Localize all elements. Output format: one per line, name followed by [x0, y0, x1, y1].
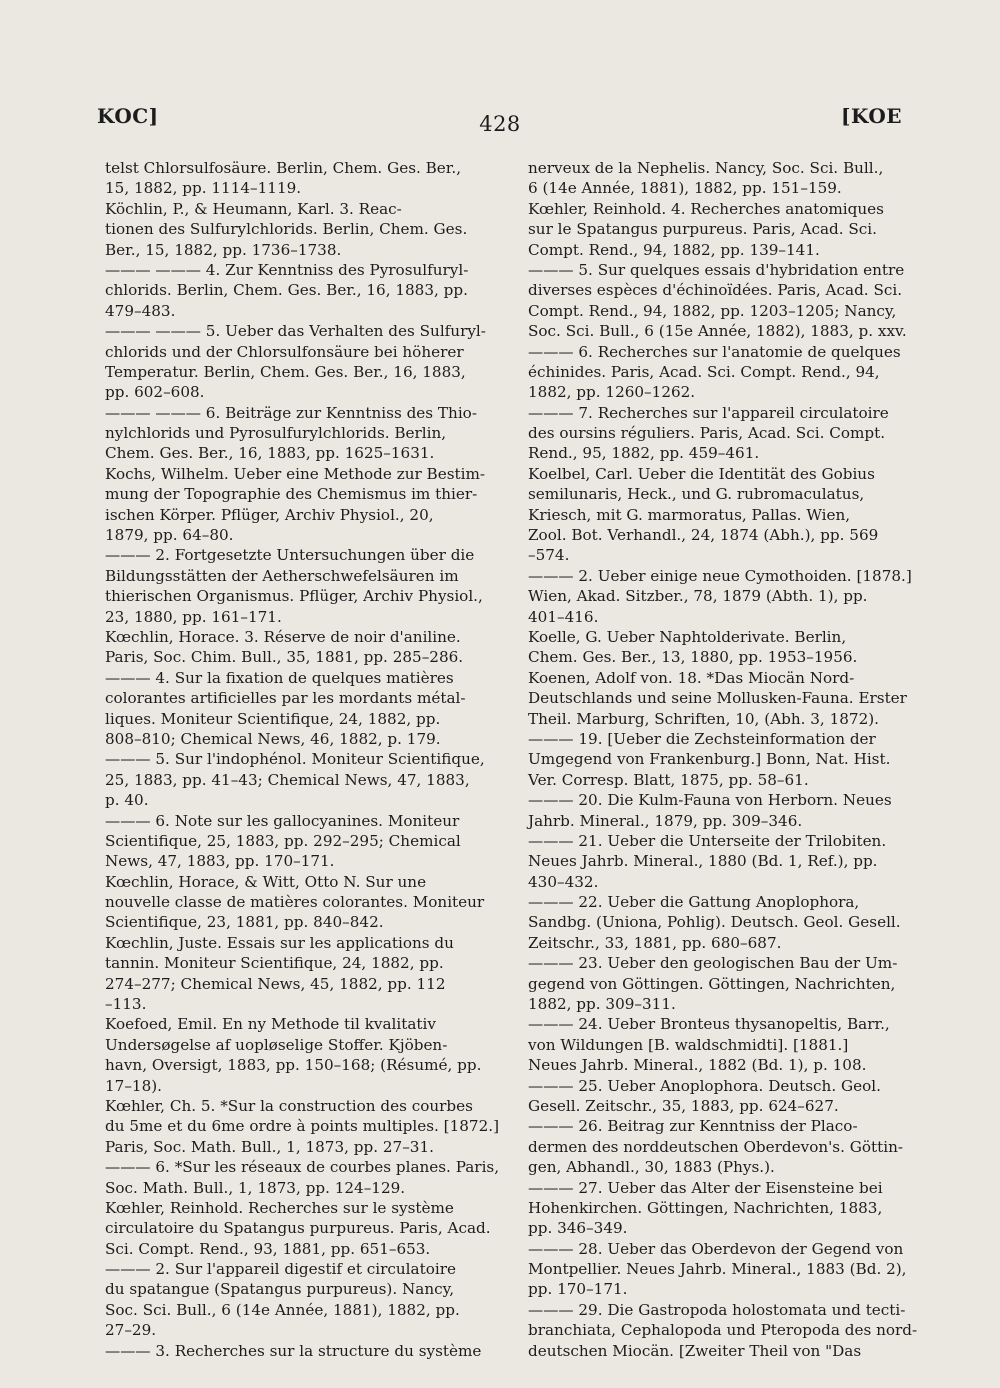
text-line: du spatangue (Spatangus purpureus). Nancy,: [105, 1280, 455, 1299]
text-line: Neues Jahrb. Mineral., 1882 (Bd. 1), p. 108.: [528, 1056, 867, 1075]
text-line: ——— 20. Die Kulm-Fauna von Herborn. Neues: [528, 791, 892, 810]
text-line: Neues Jahrb. Mineral., 1880 (Bd. 1, Ref.), pp.: [528, 852, 878, 871]
text-line: 401–416.: [528, 607, 599, 626]
text-line: Zeitschr., 33, 1881, pp. 680–687.: [528, 933, 782, 952]
text-line: Kœchlin, Horace, & Witt, Otto N. Sur une: [105, 872, 427, 891]
text-line: von Wildungen [B. waldschmidti]. [1881.]: [528, 1035, 849, 1054]
text-line: Kœhler, Reinhold. 4. Recherches anatomiques: [528, 199, 884, 218]
text-line: 808–810; Chemical News, 46, 1882, p. 179.: [105, 729, 441, 748]
text-line: 1882, pp. 309–311.: [528, 995, 676, 1014]
text-line: Rend., 95, 1882, pp. 459–461.: [528, 444, 760, 463]
running-header-right: [KOE: [841, 104, 902, 128]
text-line: Scientifique, 25, 1883, pp. 292–295; Chemical: [105, 831, 461, 850]
text-line: échinides. Paris, Acad. Sci. Compt. Rend., 94,: [528, 362, 880, 381]
text-line: 430–432.: [528, 872, 599, 891]
text-line: ——— ——— 4. Zur Kenntniss des Pyrosulfuryl-: [105, 260, 469, 279]
text-line: Bildungsstätten der Aetherschwefelsäuren im: [105, 566, 459, 585]
text-line: 274–277; Chemical News, 45, 1882, pp. 112: [105, 974, 446, 993]
text-line: Compt. Rend., 94, 1882, pp. 1203–1205; Nancy,: [528, 301, 897, 320]
page-number: 428: [479, 112, 521, 136]
text-line: Koelbel, Carl. Ueber die Identität des Gobius: [528, 464, 875, 483]
text-line: havn, Oversigt, 1883, pp. 150–168; (Résumé, pp.: [105, 1056, 482, 1075]
text-line: Gesell. Zeitschr., 35, 1883, pp. 624–627.: [528, 1096, 839, 1115]
text-line: Kochs, Wilhelm. Ueber eine Methode zur Bestim-: [105, 464, 485, 483]
text-line: Ber., 15, 1882, pp. 1736–1738.: [105, 240, 342, 259]
text-line: nouvelle classe de matières colorantes. Moniteur: [105, 893, 485, 912]
text-line: 25, 1883, pp. 41–43; Chemical News, 47, 1883,: [105, 770, 470, 789]
text-line: ——— 2. Fortgesetzte Untersuchungen über die: [105, 546, 475, 565]
text-line: ——— 7. Recherches sur l'appareil circulatoire: [528, 403, 889, 422]
text-line: Sci. Compt. Rend., 93, 1881, pp. 651–653.: [105, 1239, 431, 1258]
text-line: Wien, Akad. Sitzber., 78, 1879 (Abth. 1), pp.: [528, 587, 868, 606]
text-line: ——— 21. Ueber die Unterseite der Trilobiten.: [528, 831, 887, 850]
text-line: Soc. Sci. Bull., 6 (14e Année, 1881), 1882, pp.: [105, 1300, 460, 1319]
text-line: Kœhler, Reinhold. Recherches sur le système: [105, 1198, 454, 1217]
text-line: gen, Abhandl., 30, 1883 (Phys.).: [528, 1158, 775, 1177]
text-line: circulatoire du Spatangus purpureus. Paris, Acad.: [105, 1219, 491, 1238]
text-line: colorantes artificielles par les mordants métal-: [105, 689, 466, 708]
text-line: Soc. Math. Bull., 1, 1873, pp. 124–129.: [105, 1178, 406, 1197]
text-line: tannin. Moniteur Scientifique, 24, 1882, pp.: [105, 954, 444, 973]
text-line: Scientifique, 23, 1881, pp. 840–842.: [105, 913, 384, 932]
text-line: Chem. Ges. Ber., 16, 1883, pp. 1625–1631.: [105, 444, 435, 463]
text-line: Köchlin, P., & Heumann, Karl. 3. Reac-: [105, 199, 402, 218]
text-line: liques. Moniteur Scientifique, 24, 1882, pp.: [105, 709, 441, 728]
text-line: pp. 602–608.: [105, 383, 205, 402]
text-line: ischen Körper. Pflüger, Archiv Physiol., 20,: [105, 505, 434, 524]
right-column: [528, 158, 920, 1361]
text-line: dermen des norddeutschen Oberdevon's. Göttin-: [528, 1137, 903, 1156]
text-line: Compt. Rend., 94, 1882, pp. 139–141.: [528, 240, 820, 259]
text-line: nerveux de la Nephelis. Nancy, Soc. Sci. Bull.,: [528, 159, 884, 177]
text-line: chlorids. Berlin, Chem. Ges. Ber., 16, 1883, pp.: [105, 281, 468, 300]
text-line: ——— 5. Sur l'indophénol. Moniteur Scientifique,: [105, 750, 485, 769]
text-line: Paris, Soc. Chim. Bull., 35, 1881, pp. 285–286.: [105, 648, 464, 667]
text-line: Theil. Marburg, Schriften, 10, (Abh. 3, 1872).: [528, 709, 879, 728]
text-line: telst Chlorsulfosäure. Berlin, Chem. Ges. Ber.,: [105, 159, 462, 177]
text-line: Chem. Ges. Ber., 13, 1880, pp. 1953–1956.: [528, 648, 858, 667]
text-line: deutschen Miocän. [Zweiter Theil von "Das: [528, 1341, 862, 1360]
text-line: gegend von Göttingen. Göttingen, Nachrichten,: [528, 974, 896, 993]
text-line: News, 47, 1883, pp. 170–171.: [105, 852, 335, 871]
text-line: du 5me et du 6me ordre à points multiples. [1872.]: [105, 1117, 499, 1136]
text-line: ——— 28. Ueber das Oberdevon der Gegend von: [528, 1239, 904, 1258]
text-line: 27–29.: [105, 1321, 157, 1340]
text-line: Hohenkirchen. Göttingen, Nachrichten, 1883,: [528, 1198, 883, 1217]
text-line: tionen des Sulfurylchlorids. Berlin, Chem. Ges.: [105, 220, 468, 239]
text-line: Paris, Soc. Math. Bull., 1, 1873, pp. 27–31.: [105, 1137, 434, 1156]
text-line: 479–483.: [105, 301, 176, 320]
text-line: ——— 23. Ueber den geologischen Bau der Um-: [528, 954, 898, 973]
text-line: ——— 4. Sur la fixation de quelques matières: [105, 668, 454, 687]
text-line: –113.: [105, 995, 147, 1014]
text-line: 15, 1882, pp. 1114–1119.: [105, 179, 302, 198]
text-line: 6 (14e Année, 1881), 1882, pp. 151–159.: [528, 179, 842, 198]
text-line: nylchlorids und Pyrosulfurylchlorids. Berlin,: [105, 424, 447, 443]
text-line: ——— 27. Ueber das Alter der Eisensteine bei: [528, 1178, 883, 1197]
text-line: des oursins réguliers. Paris, Acad. Sci. Compt.: [528, 424, 886, 443]
text-line: ——— 22. Ueber die Gattung Anoplophora,: [528, 893, 860, 912]
text-line: ——— 29. Die Gastropoda holostomata und tecti-: [528, 1300, 906, 1319]
text-line: Temperatur. Berlin, Chem. Ges. Ber., 16, 1883,: [105, 362, 466, 381]
text-line: Jahrb. Mineral., 1879, pp. 309–346.: [528, 811, 803, 830]
text-line: Koelle, G. Ueber Naphtolderivate. Berlin,: [528, 627, 847, 646]
text-line: Ver. Corresp. Blatt, 1875, pp. 58–61.: [528, 770, 809, 789]
text-line: chlorids und der Chlorsulfonsäure bei höherer: [105, 342, 464, 361]
text-line: ——— 25. Ueber Anoplophora. Deutsch. Geol.: [528, 1076, 881, 1095]
text-line: p. 40.: [105, 791, 149, 810]
text-line: ——— 2. Sur l'appareil digestif et circulatoire: [105, 1260, 456, 1279]
text-line: 1882, pp. 1260–1262.: [528, 383, 696, 402]
text-line: ——— 19. [Ueber die Zechsteinformation der: [528, 729, 876, 748]
text-line: pp. 170–171.: [528, 1280, 628, 1299]
text-line: branchiata, Cephalopoda und Pteropoda des nord-: [528, 1321, 918, 1340]
left-column: [105, 158, 500, 1361]
text-line: ——— 6. Note sur les gallocyanines. Moniteur: [105, 811, 460, 830]
text-line: Zool. Bot. Verhandl., 24, 1874 (Abh.), pp. 569: [528, 526, 879, 545]
text-line: Umgegend von Frankenburg.] Bonn, Nat. Hist.: [528, 750, 891, 769]
text-line: ——— 2. Ueber einige neue Cymothoiden. [1878.]: [528, 566, 912, 585]
running-header-left: KOC]: [97, 104, 159, 128]
text-line: Koenen, Adolf von. 18. *Das Miocän Nord-: [528, 668, 855, 687]
text-line: ——— 5. Sur quelques essais d'hybridation entre: [528, 260, 905, 279]
text-line: Soc. Sci. Bull., 6 (15e Année, 1882), 1883, p. xxv.: [528, 322, 907, 341]
text-line: 17–18).: [105, 1076, 162, 1095]
text-line: Kœchlin, Horace. 3. Réserve de noir d'aniline.: [105, 627, 461, 646]
text-line: 1879, pp. 64–80.: [105, 526, 234, 545]
text-line: Kriesch, mit G. marmoratus, Pallas. Wien,: [528, 505, 851, 524]
text-line: ——— 6. Recherches sur l'anatomie de quelques: [528, 342, 901, 361]
text-line: diverses espèces d'échinoïdées. Paris, Acad. Sci.: [528, 281, 903, 300]
text-line: Sandbg. (Uniona, Pohlig). Deutsch. Geol. Gesell.: [528, 913, 901, 932]
text-line: ——— ——— 6. Beiträge zur Kenntniss des Thio-: [105, 403, 477, 422]
text-line: Montpellier. Neues Jahrb. Mineral., 1883 (Bd. 2),: [528, 1260, 907, 1279]
text-line: sur le Spatangus purpureus. Paris, Acad. Sci.: [528, 220, 877, 239]
text-line: pp. 346–349.: [528, 1219, 628, 1238]
text-line: Kœchlin, Juste. Essais sur les applications du: [105, 933, 454, 952]
text-line: Undersøgelse af uopløselige Stoffer. Kjöben-: [105, 1035, 448, 1054]
text-line: Koefoed, Emil. En ny Methode til kvalitativ: [105, 1015, 436, 1034]
text-line: ——— 3. Recherches sur la structure du système: [105, 1341, 482, 1360]
text-line: semilunaris, Heck., und G. rubromaculatus,: [528, 485, 865, 504]
text-line: thierischen Organismus. Pflüger, Archiv Physiol.,: [105, 587, 483, 606]
text-line: Deutschlands und seine Mollusken-Fauna. Erster: [528, 689, 907, 708]
text-line: ——— ——— 5. Ueber das Verhalten des Sulfuryl-: [105, 322, 486, 341]
text-line: mung der Topographie des Chemismus im thier-: [105, 485, 478, 504]
text-line: ——— 24. Ueber Bronteus thysanopeltis, Barr.,: [528, 1015, 890, 1034]
text-line: –574.: [528, 546, 570, 565]
text-line: 23, 1880, pp. 161–171.: [105, 607, 282, 626]
text-line: ——— 26. Beitrag zur Kenntniss der Placo-: [528, 1117, 858, 1136]
text-line: Kœhler, Ch. 5. *Sur la construction des courbes: [105, 1096, 473, 1115]
text-line: ——— 6. *Sur les réseaux de courbes planes. Paris,: [105, 1158, 500, 1177]
